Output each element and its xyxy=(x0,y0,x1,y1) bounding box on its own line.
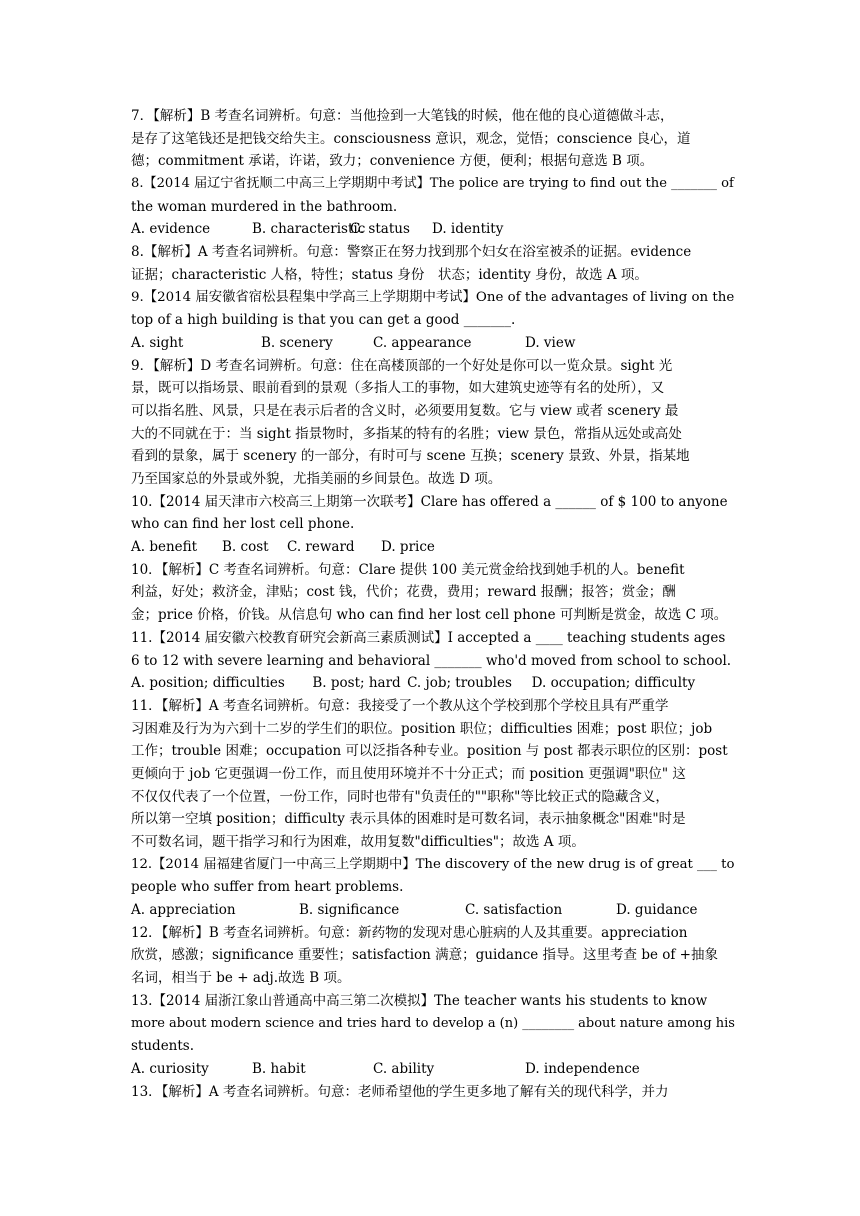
option-b: B. post; hard xyxy=(312,675,401,692)
option-d: D. occupation; difficulty xyxy=(531,675,696,692)
options-9 xyxy=(131,332,731,355)
text-line: 工作；trouble 困难；occupation 可以泛指各种专业。position 与 post 都表示职位的区别：post xyxy=(131,743,728,760)
text-line: students. xyxy=(131,1038,195,1055)
analysis-11 xyxy=(131,695,731,854)
text-line: 看到的景象，属于 scenery 的一部分，有时可与 scene 互换；scenery 景致、外景，指某地 xyxy=(131,448,690,465)
text-line: 13．【解析】A 考查名词辨析。句意：老师希望他的学生更多地了解有关的现代科学，并力 xyxy=(131,1083,669,1100)
options-8 xyxy=(131,218,731,241)
analysis-12 xyxy=(131,922,731,990)
options-row xyxy=(131,536,731,559)
option-d: D. view xyxy=(525,334,576,351)
options-11 xyxy=(131,672,731,695)
text-line: 可以指名胜、风景，只是在表示后者的含义时，必须要用复数。它与 view 或者 scenery 最 xyxy=(131,402,679,419)
document-body xyxy=(131,105,735,1103)
text-line: 8.【解析】A 考查名词辨析。句意：警察正在努力找到那个妇女在浴室被杀的证据。evidence xyxy=(131,244,692,261)
text-line: 景，既可以指场景、眼前看到的景观（多指人工的事物，如大建筑史迹等有名的处所），又 xyxy=(131,380,665,397)
option-c: C. status xyxy=(350,221,410,238)
text-line: 12.【2014 届福建省厦门一中高三上学期期中】The discovery of the new drug is of great ___ to xyxy=(131,856,735,872)
option-a: A. benefit xyxy=(131,539,198,556)
options-12 xyxy=(131,899,731,922)
option-a: A. appreciation xyxy=(131,902,236,919)
options-row xyxy=(131,672,731,695)
options-row xyxy=(131,899,731,922)
text-line: 利益，好处；救济金，津贴；cost 钱，代价；花费，费用；reward 报酬；报答；赏金；酬 xyxy=(131,584,676,601)
analysis-10 xyxy=(131,559,731,627)
text-line: 乃至国家总的外景或外貌，尤指美丽的乡间景色。故选 D 项。 xyxy=(131,471,502,487)
text-line: 11．【解析】A 考查名词辨析。句意：我接受了一个教从这个学校到那个学校且具有严重学 xyxy=(131,697,669,714)
text-line: 名词，相当于 be + adj.故选 B 项。 xyxy=(131,970,351,987)
text-line: 证据；characteristic 人格，特性；status 身份 状态；identity 身份，故选 A 项。 xyxy=(131,266,648,283)
option-b: B. significance xyxy=(299,902,400,919)
option-d: D. guidance xyxy=(616,902,698,919)
option-c: C. job; troubles xyxy=(407,675,512,692)
text-line: 11.【2014 届安徽六校教育研究会新高三素质测试】I accepted a ____ teaching students ages xyxy=(131,629,726,646)
text-line: 不仅仅代表了一个位置，一份工作，同时也带有"负责任的""职称"等比较正式的隐藏含义， xyxy=(131,788,669,805)
text-line: 大的不同就在于：当 sight 指景物时，多指某的特有的名胜；view 景色，常指从远处或高处 xyxy=(131,425,682,442)
text-line: more about modern science and tries hard to develop a (n) ________ about nature among his xyxy=(131,1015,735,1031)
options-row xyxy=(131,1058,731,1081)
question-12 xyxy=(131,854,735,899)
question-10 xyxy=(131,491,731,536)
analysis-7 xyxy=(131,105,731,173)
text-line: 欣赏，感激；significance 重要性；satisfaction 满意；guidance 指导。这里考查 be of +抽象 xyxy=(131,947,718,964)
analysis-13 xyxy=(131,1081,731,1104)
options-row xyxy=(131,332,731,355)
analysis-8 xyxy=(131,241,731,286)
option-a: A. position; difficulties xyxy=(131,675,285,692)
text-line: 10.【2014 届天津市六校高三上期第一次联考】Clare has offered a ______ of $ 100 to anyone xyxy=(131,493,728,510)
text-line: 8.【2014 届辽宁省抚顺二中高三上学期期中考试】The police are trying to find out the _______ of xyxy=(131,176,734,192)
option-b: B. characteristic xyxy=(252,221,366,238)
option-d: D. identity xyxy=(432,221,504,238)
option-c: C. satisfaction xyxy=(465,902,563,919)
text-line: 7．【解析】B 考查名词辨析。句意：当他捡到一大笔钱的时候，他在他的良心道德做斗志， xyxy=(131,108,674,124)
text-line: 是存了这笔钱还是把钱交给失主。consciousness 意识，观念，觉悟；conscience 良心，道 xyxy=(131,130,691,147)
options-10 xyxy=(131,536,731,559)
text-line: 习困难及行为为六到十二岁的学生们的职位。position 职位；difficulties 困难；post 职位；job xyxy=(131,720,713,737)
text-line: 德；commitment 承诺，许诺，致力；convenience 方便，便利；根据句意选 B 项。 xyxy=(131,153,654,170)
question-13 xyxy=(131,990,735,1058)
text-line: who can find her lost cell phone. xyxy=(131,516,355,533)
option-c: C. appearance xyxy=(373,334,472,351)
option-d: D. independence xyxy=(525,1060,640,1077)
text-line: 所以第一空填 position；difficulty 表示具体的困难时是可数名词，表示抽象概念"困难"时是 xyxy=(131,811,686,828)
question-9 xyxy=(131,287,735,332)
text-line: 9．【解析】D 考查名词辨析。句意：住在高楼顶部的一个好处是你可以一览众景。sight 光 xyxy=(131,357,673,374)
option-b: B. cost xyxy=(222,539,269,556)
option-a: A. sight xyxy=(131,334,184,351)
text-line: 金；price 价格，价钱。从信息句 who can find her lost cell phone 可判断是赏金，故选 C 项。 xyxy=(131,607,728,624)
text-line: top of a high building is that you can get a good _______. xyxy=(131,312,516,329)
text-line: people who suffer from heart problems. xyxy=(131,879,404,896)
text-line: 12．【解析】B 考查名词辨析。句意：新药物的发现对患心脏病的人及其重要。appreciation xyxy=(131,924,688,941)
question-11 xyxy=(131,627,731,672)
option-d: D. price xyxy=(381,539,435,556)
analysis-9 xyxy=(131,355,731,491)
option-a: A. evidence xyxy=(131,221,211,238)
option-c: C. reward xyxy=(287,539,355,556)
text-line: 6 to 12 with severe learning and behavioral _______ who'd moved from school to school. xyxy=(131,652,732,669)
option-c: C. ability xyxy=(373,1060,435,1077)
option-b: B. scenery xyxy=(261,334,333,351)
text-line: the woman murdered in the bathroom. xyxy=(131,198,398,215)
text-line: 更倾向于 job 它更强调一份工作，而且使用环境并不十分正式；而 position 更强调"职位" 这 xyxy=(131,765,686,782)
option-b: B. habit xyxy=(252,1060,306,1077)
text-line: 不可数名词，题干指学习和行为困难，故用复数"difficulties"；故选 A 项。 xyxy=(131,834,585,850)
options-row xyxy=(131,218,731,241)
option-a: A. curiosity xyxy=(131,1060,209,1077)
text-line: 10．【解析】C 考查名词辨析。句意：Clare 提供 100 美元赏金给找到她手机的人。benefit xyxy=(131,561,685,578)
text-line: 9.【2014 届安徽省宿松县程集中学高三上学期期中考试】One of the advantages of living on the xyxy=(131,289,735,305)
text-line: 13.【2014 届浙江象山普通高中高三第二次模拟】The teacher wants his students to know xyxy=(131,992,708,1009)
options-13 xyxy=(131,1058,731,1081)
question-8 xyxy=(131,173,734,218)
